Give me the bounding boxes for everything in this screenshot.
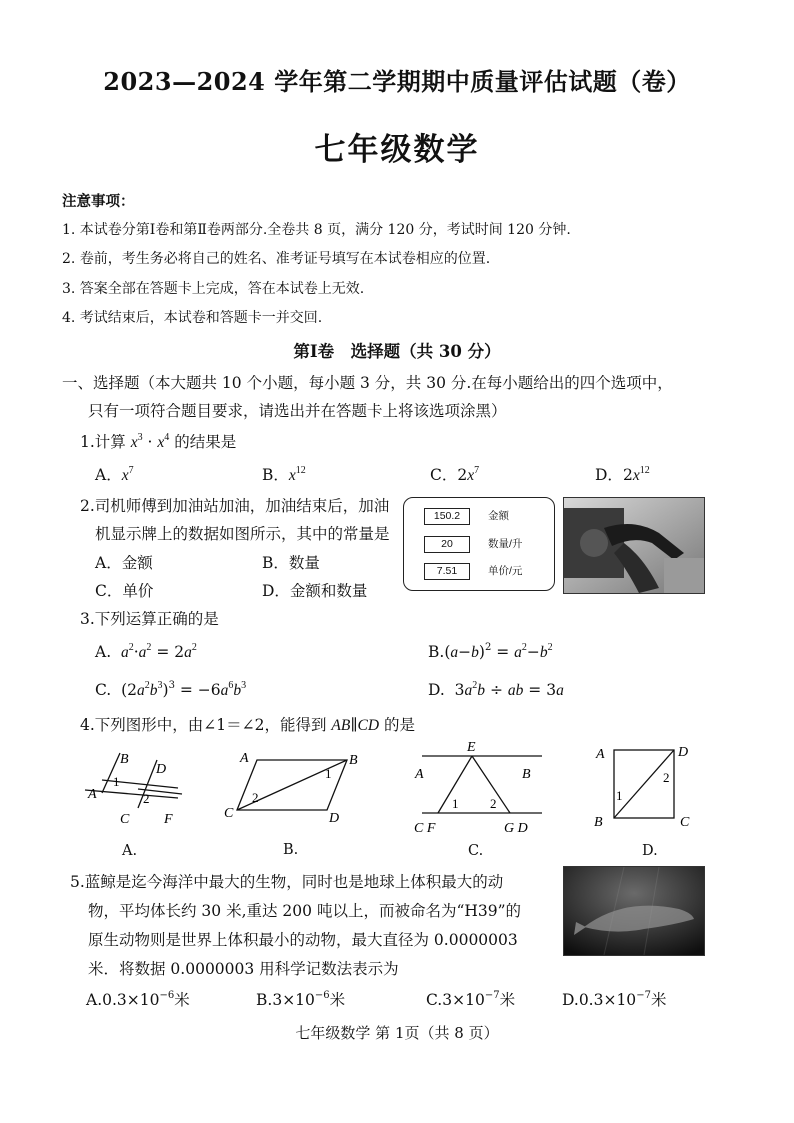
svg-text:1: 1 [325,766,332,781]
svg-text:B: B [522,767,531,782]
pump-label: 数量/升 [488,538,523,550]
subject-title: 七年级数学 [314,132,480,168]
svg-text:C: C [224,806,234,821]
pump-value: 150.2 [424,508,470,525]
figure-c-label[interactable]: C. [468,843,484,859]
figure-d-label[interactable]: D. [642,843,658,859]
svg-text:2: 2 [663,770,670,785]
whale-photo [563,866,705,956]
note-item: 1. 本试卷分第Ⅰ卷和第Ⅱ卷两部分.全卷共 8 页，满分 120 分，考试时间 120 分钟. [62,222,571,238]
svg-text:B: B [594,815,603,830]
q5-option-a[interactable]: $A.0.3\times 10^{-6}$米 [86,990,190,1009]
q3-option-a[interactable]: A. $a^2\cdot a^2 = 2a^2$ [95,642,197,661]
q5-stem-line3: 原生动物则是世界上体积最小的动物，最大直径为 0.0000003 [88,931,518,949]
q3-option-b[interactable]: $B.(a-b)^2 = a^2-b^2$ [428,642,553,661]
q5-stem-line1: 5.蓝鲸是迄今海洋中最大的生物，同时也是地球上体积最大的动 [70,873,504,891]
pump-value: 7.51 [424,563,470,580]
svg-text:B: B [120,752,129,767]
svg-text:A: A [596,747,605,762]
svg-text:2: 2 [252,790,259,805]
figure-d [590,740,700,835]
q5-option-c[interactable]: $C.3\times 10^{-7}$米 [426,990,516,1009]
q5-option-b[interactable]: $B.3\times 10^{-6}$米 [256,990,346,1009]
svg-text:D: D [329,811,340,826]
q2-option-b[interactable]: B．数量 [262,554,320,572]
figure-a-label[interactable]: A. [122,843,138,859]
svg-text:A: A [240,751,249,766]
q3-stem: 3.下列运算正确的是 [80,610,219,628]
q1-option-a[interactable]: A．$x^7$ [95,465,134,484]
svg-text:A: A [415,767,424,782]
svg-text:D: D [156,762,167,777]
exam-title: 2023—2024 学年第二学期期中质量评估试题（卷） [103,67,691,96]
q2-option-a[interactable]: A．金额 [95,554,153,572]
q2-option-c[interactable]: C．单价 [95,582,154,600]
fuel-pump-display [403,497,555,591]
svg-text:D: D [678,745,689,760]
svg-text:1: 1 [616,788,623,803]
figure-c [410,738,550,838]
svg-text:B: B [349,753,358,768]
section-title: 第Ⅰ卷 选择题（共 30 分） [293,342,501,361]
note-item: 3. 答案全部在答题卡上完成，答在本试卷上无效. [62,281,365,297]
section-instruction-line2: 只有一项符合题目要求，请选出并在答题卡上将该选项涂黑） [88,402,507,420]
page-footer: 七年级数学 第 1页（共 8 页） [295,1024,499,1042]
svg-text:2: 2 [143,791,150,806]
svg-text:C F: C F [414,821,436,836]
q5-stem-line4: 米．将数据 0.0000003 用科学记数法表示为 [88,960,399,978]
figure-b-label[interactable]: B. [283,842,299,858]
svg-text:F: F [164,812,173,827]
q3-option-c[interactable]: C. $(2a^2b^3)^3 = -6a^6b^3$ [95,680,247,699]
note-item: 2. 卷前，考生务必将自己的姓名、准考证号填写在本试卷相应的位置. [62,251,491,267]
svg-text:G D: G D [504,821,528,836]
svg-text:C: C [120,812,130,827]
svg-text:1: 1 [113,774,120,789]
q2-stem-line2: 机显示牌上的数据如图所示，其中的常量是 [95,525,390,543]
q1-option-d[interactable]: D．$2x^{12}$ [595,465,650,484]
q1-option-b[interactable]: B．$x^{12}$ [262,465,306,484]
svg-text:E: E [467,740,476,755]
svg-text:1: 1 [452,796,459,811]
q2-option-d[interactable]: D．金额和数量 [262,582,368,600]
q5-option-d[interactable]: $D.0.3\times 10^{-7}$米 [562,990,667,1009]
q1-option-c[interactable]: C．$2x^7$ [430,465,480,484]
q2-stem-line1: 2.司机师傅到加油站加油，加油结束后，加油 [80,497,390,515]
figure-a [80,748,190,828]
pump-label: 单价/元 [488,565,523,577]
q4-stem: 4.下列图形中，由∠1＝∠2，能得到 AB∥CD 的是 [80,716,415,734]
fuel-nozzle-photo [563,497,705,594]
svg-text:C: C [680,815,690,830]
pump-label: 金额 [488,510,509,522]
section-instruction-line1: 一、选择题（本大题共 10 个小题，每小题 3 分，共 30 分.在每小题给出的四个选项中， [62,374,673,392]
note-item: 4. 考试结束后，本试卷和答题卡一并交回. [62,310,323,326]
q1-stem: 1.计算 $x^3 \cdot x^4$ 的结果是 [80,432,237,451]
q5-stem-line2: 物，平均体长约 30 米,重达 200 吨以上，而被命名为“H39”的 [88,902,522,920]
notes-heading: 注意事项： [62,193,135,210]
pump-value: 20 [424,536,470,553]
svg-text:A: A [88,787,97,802]
svg-text:2: 2 [490,796,497,811]
q3-option-d[interactable]: D. $3a^2b$ ÷ ab = 3a [428,680,564,699]
figure-b [222,745,367,830]
